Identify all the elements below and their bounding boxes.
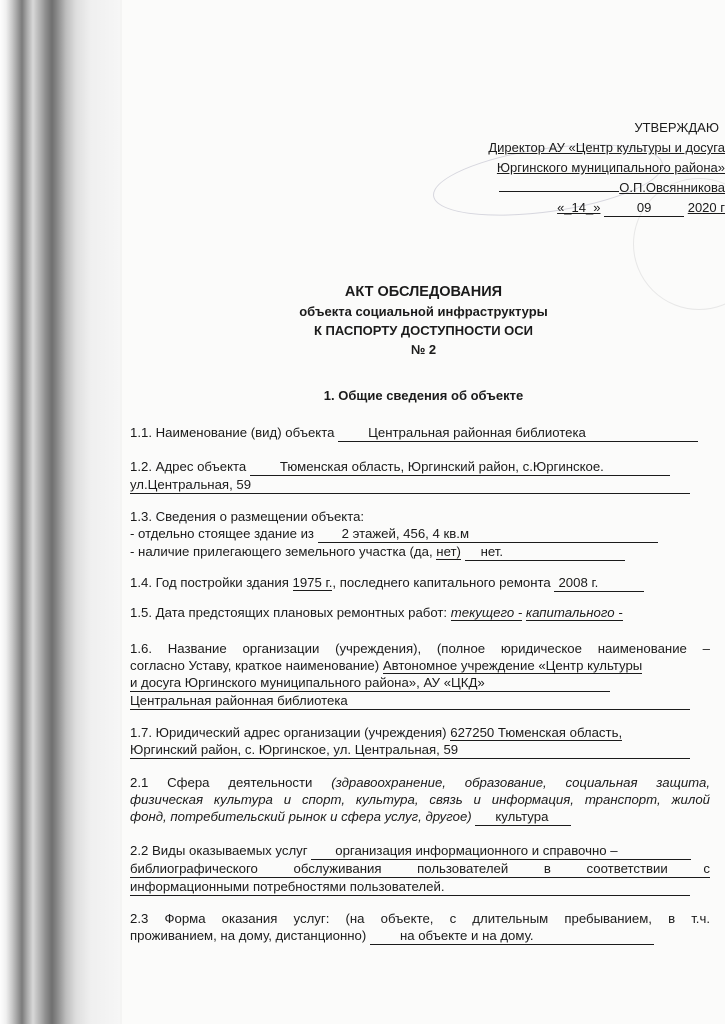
item-1-3-building-value: 2 этажей, 456, 4 кв.м bbox=[318, 526, 658, 543]
item-1-5-capital: капитального - bbox=[525, 605, 623, 620]
section-1-heading bbox=[122, 386, 725, 405]
item-1-6-value-2: и досуга Юргинского муниципального района», АУ «ЦКД» bbox=[130, 675, 610, 692]
item-2-3-line-1: 2.3 Форма оказания услуг: (на объекте, с длительным пребыванием, в т.ч. bbox=[130, 911, 710, 926]
approval-signature-line bbox=[425, 178, 725, 198]
section-1-title: 1. Общие сведения об объекте bbox=[323, 388, 524, 403]
item-1-1-value: Центральная районная библиотека bbox=[338, 425, 698, 442]
item-2-1-label: 2.1 Сфера деятельности bbox=[130, 775, 313, 790]
signature-blank bbox=[499, 191, 619, 192]
scan-binding-shadow bbox=[0, 0, 120, 1024]
item-1-5-current: текущего - bbox=[450, 605, 523, 620]
item-2-1-hint-3: фонд, потребительский рынок и сфера услуг, другое) bbox=[130, 809, 472, 824]
item-2-2-value-3: информационными потребностями пользователей. bbox=[130, 879, 690, 896]
item-1-3-label: 1.3. Сведения о размещении объекта: bbox=[130, 509, 365, 524]
item-2-2-value-1: организация информационного и справочно – bbox=[311, 843, 691, 860]
item-1-7 bbox=[130, 724, 710, 759]
document-title: АКТ ОБСЛЕДОВАНИЯ bbox=[344, 284, 503, 300]
item-1-2-value-2: ул.Центральная, 59 bbox=[130, 477, 690, 494]
document-page bbox=[122, 0, 725, 1024]
item-1-4-year-built: 1975 г. bbox=[292, 575, 333, 590]
approval-date bbox=[425, 198, 725, 218]
item-1-6 bbox=[130, 640, 710, 710]
approval-title: УТВЕРЖДАЮ bbox=[634, 120, 719, 135]
item-2-1-value: культура bbox=[475, 809, 571, 826]
item-1-6-value-3: Центральная районная библиотека bbox=[130, 693, 690, 710]
item-1-2 bbox=[130, 458, 710, 494]
date-year: 2020 г bbox=[687, 200, 725, 215]
item-2-2-value-2: библиографического обслуживания пользователей в соответствии с bbox=[130, 861, 710, 876]
document-number: № 2 bbox=[410, 342, 437, 357]
item-1-3-building-label: - отдельно стоящее здание из bbox=[130, 526, 314, 541]
item-1-7-value-1: 627250 Тюменская область, bbox=[450, 725, 623, 740]
document-subtitle-2: К ПАСПОРТУ ДОСТУПНОСТИ ОСИ bbox=[313, 323, 534, 338]
item-1-5 bbox=[130, 604, 710, 621]
item-2-2 bbox=[130, 842, 710, 896]
item-1-7-value-2: Юргинский район, с. Юргинское, ул. Центральная, 59 bbox=[130, 742, 690, 759]
item-1-6-line-1: 1.6. Название организации (учреждения), (полное юридическое наименование – bbox=[130, 641, 710, 656]
document-subtitle-1: объекта социальной инфраструктуры bbox=[299, 304, 548, 319]
item-2-3-value: на объекте и на дому. bbox=[370, 928, 654, 945]
item-2-3-label: проживанием, на дому, дистанционно) bbox=[130, 928, 367, 943]
item-1-5-label: 1.5. Дата предстоящих плановых ремонтных работ: bbox=[130, 605, 448, 620]
approval-block bbox=[425, 118, 725, 218]
approval-signature: О.П.Овсянникова bbox=[619, 180, 725, 195]
item-1-2-label: 1.2. Адрес объекта bbox=[130, 459, 247, 474]
item-2-1 bbox=[130, 774, 710, 826]
approval-line-2 bbox=[425, 158, 725, 178]
document-heading bbox=[122, 283, 725, 359]
item-1-4 bbox=[130, 574, 710, 592]
item-2-1-hint-1: (здравоохранение, образование, социальная защита, bbox=[331, 775, 710, 790]
item-1-3-land-no: нет) bbox=[436, 544, 461, 559]
item-1-3-land-value: нет. bbox=[465, 544, 625, 561]
date-day: «_14_» bbox=[557, 200, 601, 215]
date-month: 09 bbox=[604, 200, 684, 217]
item-1-1 bbox=[130, 424, 710, 442]
item-1-1-label: 1.1. Наименование (вид) объекта bbox=[130, 425, 335, 440]
item-2-1-hint-2: физическая культура и спорт, культура, связь и информация, транспорт, жилой bbox=[130, 792, 710, 807]
item-1-3 bbox=[130, 508, 710, 561]
item-1-4-year-repair: 2008 г. bbox=[554, 575, 644, 592]
item-1-4-label-b: , последнего капитального ремонта bbox=[332, 575, 551, 590]
item-2-2-label: 2.2 Виды оказываемых услуг bbox=[130, 843, 308, 858]
item-1-7-label: 1.7. Юридический адрес организации (учреждения) bbox=[130, 725, 447, 740]
item-1-6-label: согласно Уставу, краткое наименование) bbox=[130, 658, 380, 673]
item-2-3 bbox=[130, 910, 710, 945]
approval-director: Директор АУ «Центр культуры и досуга bbox=[488, 140, 725, 155]
approval-org: Юргинского муниципального района» bbox=[496, 160, 725, 175]
item-1-3-land-label: - наличие прилегающего земельного участка (да, bbox=[130, 544, 433, 559]
approval-line-1 bbox=[425, 138, 725, 158]
item-1-4-label-a: 1.4. Год постройки здания bbox=[130, 575, 289, 590]
item-1-6-value-1: Автономное учреждение «Центр культуры bbox=[382, 658, 643, 673]
item-1-2-value-1: Тюменская область, Юргинский район, с.Юргинское. bbox=[250, 459, 670, 476]
